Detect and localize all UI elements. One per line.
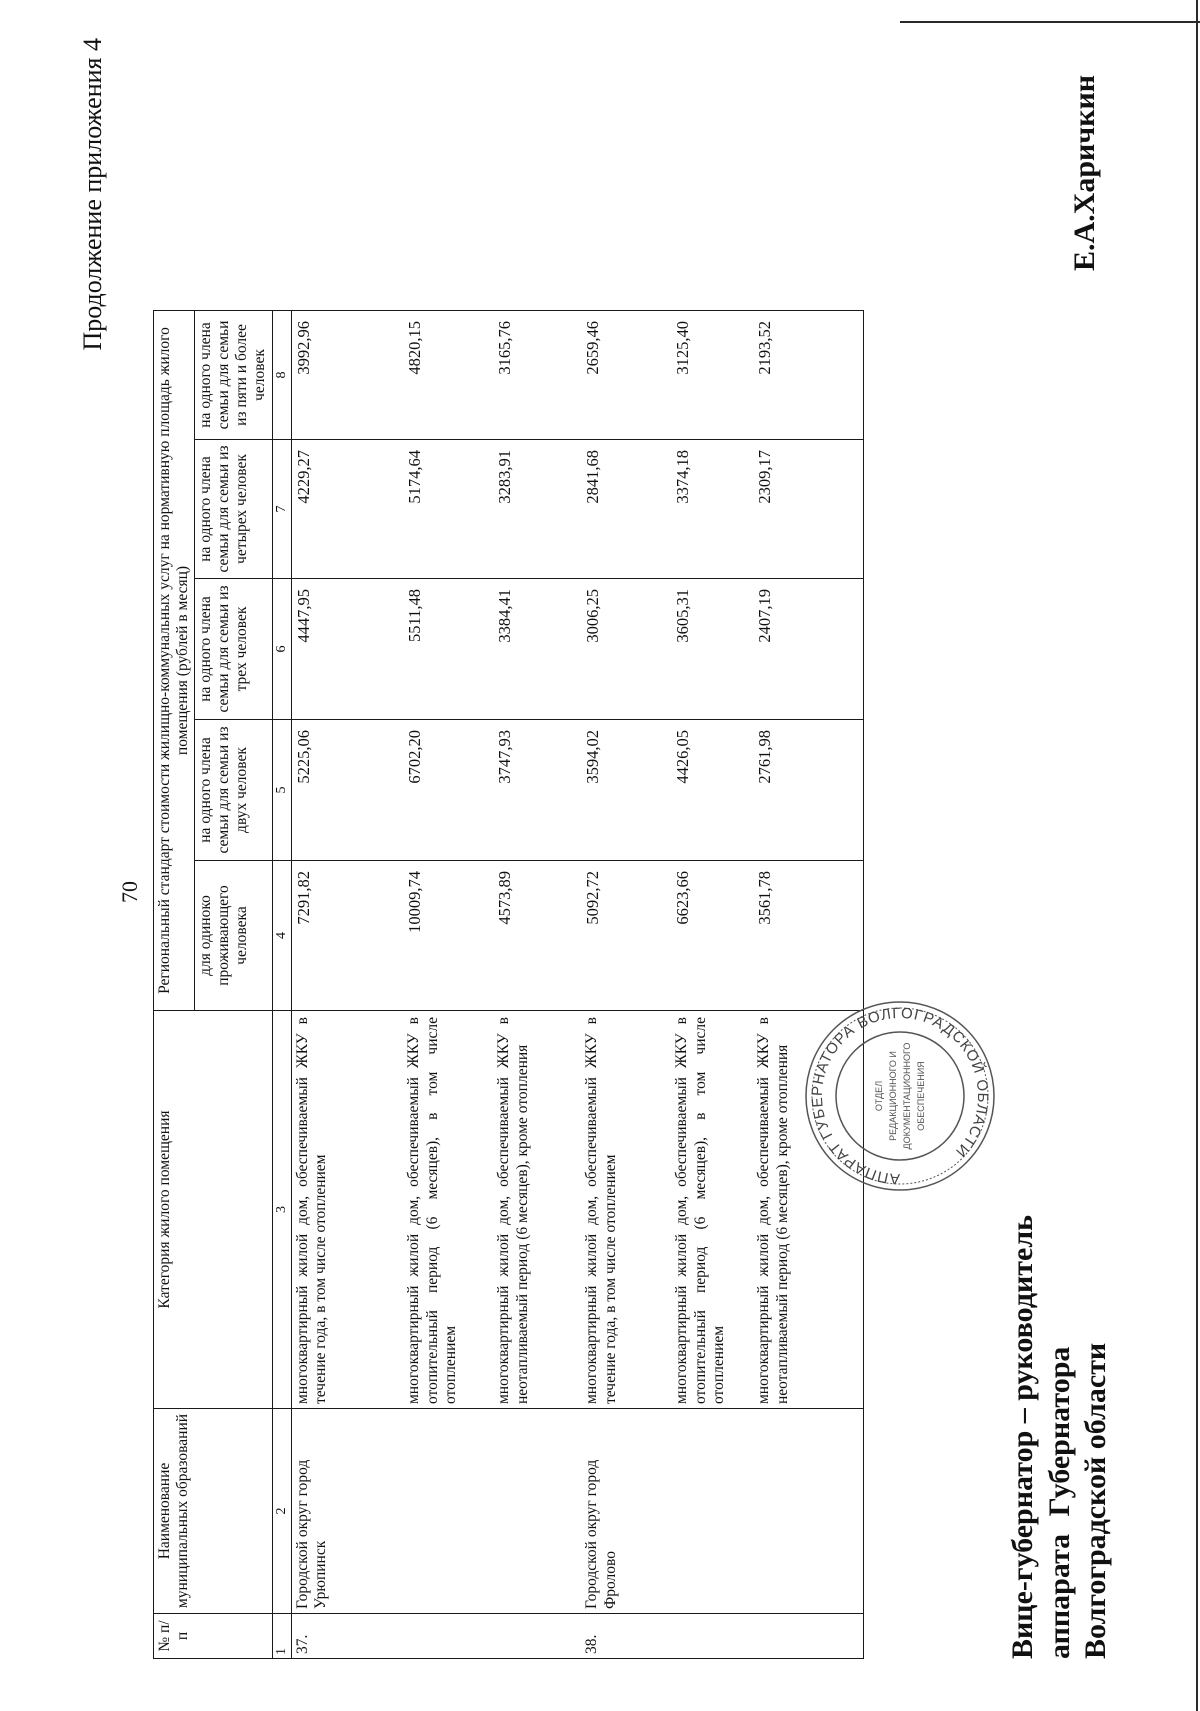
value-single: 4573,89 — [493, 861, 581, 1011]
value-four: 4229,27 — [291, 440, 403, 579]
signer-title-line: аппарата Губернатора — [1042, 1346, 1076, 1659]
row-municipality: Городской округ город Урюпинск — [291, 1409, 403, 1614]
value-three: 3605,31 — [671, 579, 753, 720]
row-municipality — [403, 1409, 493, 1614]
value-single: 3561,78 — [753, 861, 863, 1011]
scan-edge-bottom — [1196, 0, 1198, 1711]
value-five: 3125,40 — [671, 311, 753, 440]
row-municipality — [671, 1409, 753, 1614]
row-municipality: Городской округ город Фролово — [581, 1409, 671, 1614]
col-number: 5 — [272, 720, 291, 861]
value-five: 4820,15 — [403, 311, 493, 440]
row-municipality — [753, 1409, 863, 1614]
table-row — [291, 311, 403, 1659]
value-five: 3165,76 — [493, 311, 581, 440]
value-two: 3594,02 — [581, 720, 671, 861]
stamp-seal-icon — [806, 1002, 994, 1190]
header-sub-five: на одного члена семьи для семьи из пяти и более человек — [194, 311, 272, 440]
value-four: 2309,17 — [753, 440, 863, 579]
stamp-inner-line: РЕДАКЦИОННОГО И — [888, 1051, 898, 1141]
value-four: 5174,64 — [403, 440, 493, 579]
value-five: 3992,96 — [291, 311, 403, 440]
value-two: 4426,05 — [671, 720, 753, 861]
row-index — [493, 1614, 581, 1659]
value-three: 3006,25 — [581, 579, 671, 720]
stamp-inner-line: ОБЕСПЕЧЕНИЯ — [916, 1061, 926, 1131]
stamp-inner-line: ОТДЕЛ — [874, 1080, 884, 1112]
value-three: 2407,19 — [753, 579, 863, 720]
header-category: Категория жилого помещения — [154, 1011, 273, 1409]
value-five: 2193,52 — [753, 311, 863, 440]
page-number: 70 — [117, 881, 142, 903]
col-number: 8 — [272, 311, 291, 440]
value-two: 5225,06 — [291, 720, 403, 861]
row-category: многоквартирный жилой дом, обеспечиваемый ЖКУ в течение года, в том числе отоплением — [291, 1011, 403, 1409]
value-single: 10009,74 — [403, 861, 493, 1011]
value-three: 5511,48 — [403, 579, 493, 720]
stamp-inner-line: ДОКУМЕНТАЦИОННОГО — [902, 1042, 912, 1150]
continuation-title: Продолжение приложения 4 — [78, 38, 107, 351]
table-row — [671, 311, 753, 1659]
row-municipality — [493, 1409, 581, 1614]
row-category: многоквартирный жилой дом, обеспечиваемый ЖКУ в отопительный период (6 месяцев), в том числе отоплением — [403, 1011, 493, 1409]
value-single: 6623,66 — [671, 861, 753, 1011]
scan-edge-top-right — [900, 21, 1200, 23]
col-number: 7 — [272, 440, 291, 579]
signer-name: Е.А.Харичкин — [1068, 74, 1101, 271]
value-two: 6702,20 — [403, 720, 493, 861]
header-num: № п/п — [154, 1614, 273, 1659]
col-number: 3 — [272, 1011, 291, 1409]
row-category: многоквартирный жилой дом, обеспечиваемый ЖКУ в неотапливаемый период (6 месяцев), кроме отопления — [493, 1011, 581, 1409]
row-category: многоквартирный жилой дом, обеспечиваемый ЖКУ в неотапливаемый период (6 месяцев), кроме отопления — [753, 1011, 863, 1409]
signature-block — [1005, 1215, 1115, 1659]
table-row — [581, 311, 671, 1659]
value-single: 5092,72 — [581, 861, 671, 1011]
table-row — [753, 311, 863, 1659]
row-category: многоквартирный жилой дом, обеспечиваемый ЖКУ в отопительный период (6 месяцев), в том числе отоплением — [671, 1011, 753, 1409]
value-five: 2659,46 — [581, 311, 671, 440]
value-two: 3747,93 — [493, 720, 581, 861]
value-four: 3283,91 — [493, 440, 581, 579]
header-standard: Региональный стандарт стоимости жилищно-коммунальных услуг на нормативную площадь жилого помещения (рублей в месяц) — [154, 311, 195, 1011]
header-sub-three: на одного члена семьи для семьи из трех человек — [194, 579, 272, 720]
row-index: 37. — [291, 1614, 403, 1659]
header-sub-single: для одиноко проживающего человека — [194, 861, 272, 1011]
row-index — [753, 1614, 863, 1659]
official-stamp — [800, 996, 1000, 1196]
signer-title-line: Вице-губернатор – руководитель — [1006, 1214, 1039, 1659]
stamp-outer-text: АППАРАТ ГУБЕРНАТОРА ВОЛГОГРАДСКОЙ ОБЛАСТИ — [808, 1004, 992, 1188]
signer-title-line: Волгоградской области — [1079, 1342, 1113, 1659]
row-category: многоквартирный жилой дом, обеспечиваемый ЖКУ в течение года, в том числе отоплением — [581, 1011, 671, 1409]
table-row — [493, 311, 581, 1659]
table-row — [403, 311, 493, 1659]
col-number: 2 — [272, 1409, 291, 1614]
row-index: 38. — [581, 1614, 671, 1659]
value-two: 2761,98 — [753, 720, 863, 861]
value-three: 4447,95 — [291, 579, 403, 720]
col-number: 1 — [272, 1614, 291, 1659]
row-index — [403, 1614, 493, 1659]
value-four: 3374,18 — [671, 440, 753, 579]
value-three: 3384,41 — [493, 579, 581, 720]
tariff-table — [153, 310, 864, 1659]
header-sub-four: на одного члена семьи для семьи из четырех человек — [194, 440, 272, 579]
value-single: 7291,82 — [291, 861, 403, 1011]
header-sub-two: на одного члена семьи для семьи из двух человек — [194, 720, 272, 861]
value-four: 2841,68 — [581, 440, 671, 579]
col-number: 6 — [272, 579, 291, 720]
header-municipality: Наименование муниципальных образований — [154, 1409, 273, 1614]
row-index — [671, 1614, 753, 1659]
col-number: 4 — [272, 861, 291, 1011]
